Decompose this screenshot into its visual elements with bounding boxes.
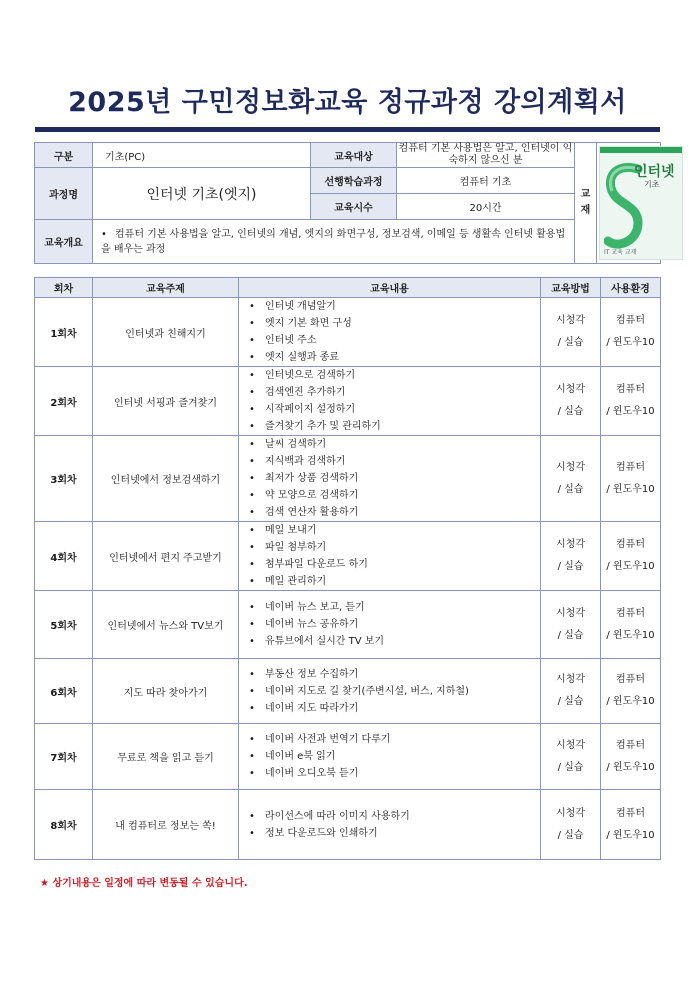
- teaching-method: [541, 724, 601, 790]
- course-name-label: 과정명: [35, 168, 93, 220]
- prereq-label: 선행학습과정: [311, 168, 397, 194]
- session-topic: 인터넷에서 정보검색하기: [93, 436, 239, 522]
- usage-environment: [601, 659, 661, 724]
- usage-environment: [601, 724, 661, 790]
- method-line-1: 시청각: [556, 384, 585, 395]
- table-row: [35, 659, 661, 724]
- table-row: [35, 724, 661, 790]
- category-label: 구분: [35, 143, 93, 168]
- target-label: 교육대상: [311, 143, 397, 168]
- method-line-2: / 실습: [557, 829, 584, 841]
- session-contents: [239, 591, 541, 659]
- content-item: • 네이버 e북 읽기: [265, 748, 540, 765]
- session-contents: [239, 436, 541, 522]
- content-item: • 날씨 검색하기: [265, 436, 540, 453]
- session-topic: 인터넷과 친해지기: [93, 298, 239, 367]
- method-line-2: / 실습: [557, 696, 584, 707]
- table-row: [35, 298, 661, 367]
- session-topic: 인터넷에서 편지 주고받기: [93, 522, 239, 591]
- content-item: • 지식백과 검색하기: [265, 453, 540, 470]
- course-name-value: 인터넷 기초(엣지): [93, 168, 311, 220]
- env-line-1: 컴퓨터: [616, 607, 645, 619]
- textbook-cover-image: [599, 146, 683, 260]
- usage-environment: [601, 522, 661, 591]
- session-topic: 내 컴퓨터로 정보는 쏙!: [93, 790, 239, 860]
- prereq-value: 컴퓨터 기초: [397, 168, 575, 194]
- content-item: • 네이버 지도로 길 찾기(주변시설, 버스, 지하철): [265, 683, 540, 700]
- textbook-footer: IT 교육 교재: [604, 249, 637, 256]
- content-item: • 검색 연산자 활용하기: [265, 504, 540, 521]
- usage-environment: [601, 591, 661, 659]
- header-session: 회차: [35, 278, 93, 298]
- method-line-2: / 실습: [557, 561, 584, 572]
- session-number: 6회차: [35, 659, 93, 724]
- session-contents: [239, 522, 541, 591]
- hours-label: 교육시수: [311, 194, 397, 220]
- content-item: • 네이버 사전과 번역기 다루기: [265, 731, 540, 748]
- document-title: 2025년 구민정보화교육 정규과정 강의계획서: [68, 87, 627, 118]
- session-number: 7회차: [35, 724, 93, 790]
- session-contents: [239, 790, 541, 860]
- env-line-1: 컴퓨터: [616, 539, 645, 550]
- overview-value: • 컴퓨터 기본 사용법을 알고, 인터넷의 개념, 엣지의 화면구성, 정보검색, 이메일 등 생활속 인터넷 활용법을 배우는 과정: [93, 220, 575, 264]
- env-line-1: 컴퓨터: [616, 739, 645, 751]
- teaching-method: [541, 659, 601, 724]
- header-environment: 사용환경: [601, 278, 661, 298]
- method-line-1: 시청각: [556, 807, 585, 819]
- teaching-method: [541, 367, 601, 436]
- content-item: • 네이버 뉴스 보고, 듣기: [265, 599, 540, 616]
- content-item: • 인터넷 개념알기: [265, 298, 540, 315]
- usage-environment: [601, 790, 661, 860]
- teaching-method: [541, 436, 601, 522]
- content-item: • 네이버 지도 따라가기: [265, 700, 540, 717]
- table-row: [35, 367, 661, 436]
- title-underline: [35, 127, 660, 132]
- table-row: [35, 790, 661, 860]
- teaching-method: [541, 790, 601, 860]
- method-line-1: 시청각: [556, 461, 585, 473]
- overview-label: 교육개요: [35, 220, 93, 264]
- header-contents: 교육내용: [239, 278, 541, 298]
- teaching-method: [541, 298, 601, 367]
- textbook-cover-cell: [597, 143, 675, 264]
- method-line-1: 시청각: [556, 739, 585, 751]
- usage-environment: [601, 436, 661, 522]
- env-line-1: 컴퓨터: [616, 384, 645, 395]
- session-topic: 인터넷에서 뉴스와 TV보기: [93, 591, 239, 659]
- env-line-1: 컴퓨터: [616, 807, 645, 819]
- session-number: 4회차: [35, 522, 93, 591]
- session-number: 5회차: [35, 591, 93, 659]
- method-line-2: / 실습: [557, 629, 584, 641]
- category-value: 기초(PC): [93, 143, 311, 168]
- content-item: • 즐겨찾기 추가 및 관리하기: [265, 418, 540, 435]
- content-item: • 라이선스에 따라 이미지 사용하기: [265, 808, 540, 825]
- content-item: • 엣지 기본 화면 구성: [265, 315, 540, 332]
- teaching-method: [541, 591, 601, 659]
- env-line-2: / 윈도우10: [606, 406, 655, 417]
- content-item: • 첨부파일 다운로드 하기: [265, 556, 540, 573]
- method-line-1: 시청각: [556, 607, 585, 619]
- method-line-2: / 실습: [557, 337, 584, 348]
- target-value: 컴퓨터 기본 사용법은 알고, 인터넷이 익숙하지 않으신 분: [397, 143, 575, 168]
- session-number: 3회차: [35, 436, 93, 522]
- content-item: • 메일 관리하기: [265, 573, 540, 590]
- hours-value: 20시간: [397, 194, 575, 220]
- method-line-2: / 실습: [557, 761, 584, 773]
- content-item: • 시작페이지 설정하기: [265, 401, 540, 418]
- env-line-2: / 윈도우10: [606, 829, 655, 841]
- env-line-1: 컴퓨터: [616, 315, 645, 326]
- usage-environment: [601, 367, 661, 436]
- teaching-method: [541, 522, 601, 591]
- textbook-title: 인터넷: [634, 164, 675, 180]
- header-method: 교육방법: [541, 278, 601, 298]
- env-line-2: / 윈도우10: [606, 561, 655, 572]
- method-line-1: 시청각: [556, 539, 585, 550]
- method-line-1: 시청각: [556, 315, 585, 326]
- session-number: 2회차: [35, 367, 93, 436]
- method-line-1: 시청각: [556, 674, 585, 685]
- content-item: • 검색엔진 추가하기: [265, 384, 540, 401]
- session-topic: 지도 따라 찾아가기: [93, 659, 239, 724]
- env-line-2: / 윈도우10: [606, 337, 655, 348]
- env-line-2: / 윈도우10: [606, 696, 655, 707]
- table-row: [35, 436, 661, 522]
- content-item: • 유튜브에서 실시간 TV 보기: [265, 633, 540, 650]
- session-contents: [239, 724, 541, 790]
- textbook-subtitle: 기초: [644, 180, 660, 189]
- table-row: [35, 591, 661, 659]
- course-info-table: [34, 142, 675, 264]
- schedule-change-note: ★ 상기내용은 일정에 따라 변동될 수 있습니다.: [40, 878, 248, 889]
- session-contents: [239, 659, 541, 724]
- env-line-2: / 윈도우10: [606, 761, 655, 773]
- content-item: • 파일 첨부하기: [265, 539, 540, 556]
- session-contents: [239, 298, 541, 367]
- env-line-2: / 윈도우10: [606, 483, 655, 495]
- session-number: 8회차: [35, 790, 93, 860]
- content-item: • 인터넷 주소: [265, 332, 540, 349]
- session-contents: [239, 367, 541, 436]
- table-row: [35, 522, 661, 591]
- content-item: • 약 모양으로 검색하기: [265, 487, 540, 504]
- content-item: • 정보 다운로드와 인쇄하기: [265, 825, 540, 842]
- method-line-2: / 실습: [557, 406, 584, 417]
- content-item: • 네이버 오디오북 듣기: [265, 765, 540, 782]
- lesson-schedule-table: [34, 277, 661, 860]
- header-topic: 교육주제: [93, 278, 239, 298]
- env-line-1: 컴퓨터: [616, 461, 645, 473]
- session-number: 1회차: [35, 298, 93, 367]
- content-item: • 엣지 실행과 종료: [265, 349, 540, 366]
- env-line-1: 컴퓨터: [616, 674, 645, 685]
- method-line-2: / 실습: [557, 483, 584, 495]
- content-item: • 최저가 상품 검색하기: [265, 470, 540, 487]
- material-label: 교재: [575, 143, 597, 264]
- content-item: • 네이버 뉴스 공유하기: [265, 616, 540, 633]
- env-line-2: / 윈도우10: [606, 629, 655, 641]
- content-item: • 메일 보내기: [265, 522, 540, 539]
- content-item: • 인터넷으로 검색하기: [265, 367, 540, 384]
- content-item: • 부동산 정보 수집하기: [265, 666, 540, 683]
- usage-environment: [601, 298, 661, 367]
- session-topic: 인터넷 서핑과 즐겨찾기: [93, 367, 239, 436]
- session-topic: 무료로 책을 읽고 듣기: [93, 724, 239, 790]
